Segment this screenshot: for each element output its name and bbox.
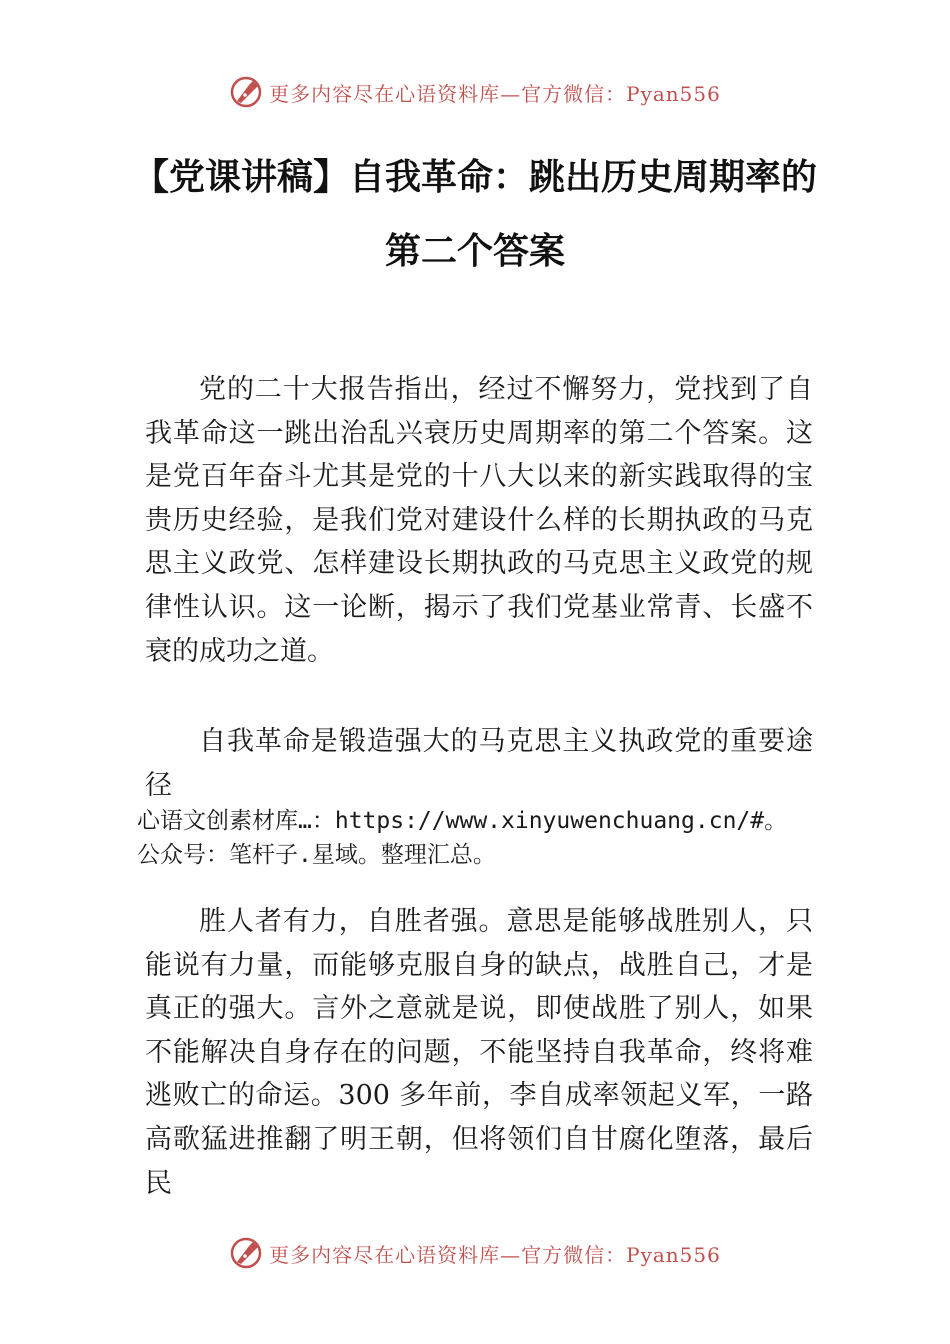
pen-nib-logo-icon <box>229 75 263 109</box>
inserted-source-note <box>137 804 827 872</box>
paragraph-body: 胜人者有力，自胜者强。意思是能够战胜别人，只能说有力量，而能够克服自身的缺点，战胜自己，才是真正的强大。言外之意就是说，即使战胜了别人，如果不能解决自身存在的问题，不能坚持自我革命，终将难逃败亡的命运。300 多年前，李自成率领起义军，一路高歌猛进推翻了明王朝，但将领们自甘腐化堕落，最后民 <box>145 906 813 1199</box>
footer-banner-text: 更多内容尽在心语资料库—官方微信：Pyan556 <box>269 1242 721 1267</box>
paragraph-intro: 党的二十大报告指出，经过不懈努力，党找到了自我革命这一跳出治乱兴衰历史周期率的第二个答案。这是党百年奋斗尤其是党的十八大以来的新实践取得的宝贵历史经验，是我们党对建设什么样的长期执政的马克思主义政党、怎样建设长期执政的马克思主义政党的规律性认识。这一论断，揭示了我们党基业常青、长盛不衰的成功之道。 <box>145 374 813 667</box>
header-banner <box>0 72 950 112</box>
header-banner-text: 更多内容尽在心语资料库—官方微信：Pyan556 <box>269 81 721 106</box>
source-note-line-1: 心语文创素材库…：https://www.xinyuwenchuang.cn/#。 <box>137 808 788 834</box>
page-title-line-1: 【党课讲稿】自我革命：跳出历史周期率的 <box>132 157 817 198</box>
page-title-line-2: 第二个答案 <box>384 231 565 272</box>
source-note-line-2: 公众号：笔杆子.星域。整理汇总。 <box>137 842 496 868</box>
footer-banner <box>0 1233 950 1273</box>
pen-nib-logo-icon <box>229 1236 263 1270</box>
section-heading: 自我革命是锻造强大的马克思主义执政党的重要途径 <box>145 726 813 801</box>
